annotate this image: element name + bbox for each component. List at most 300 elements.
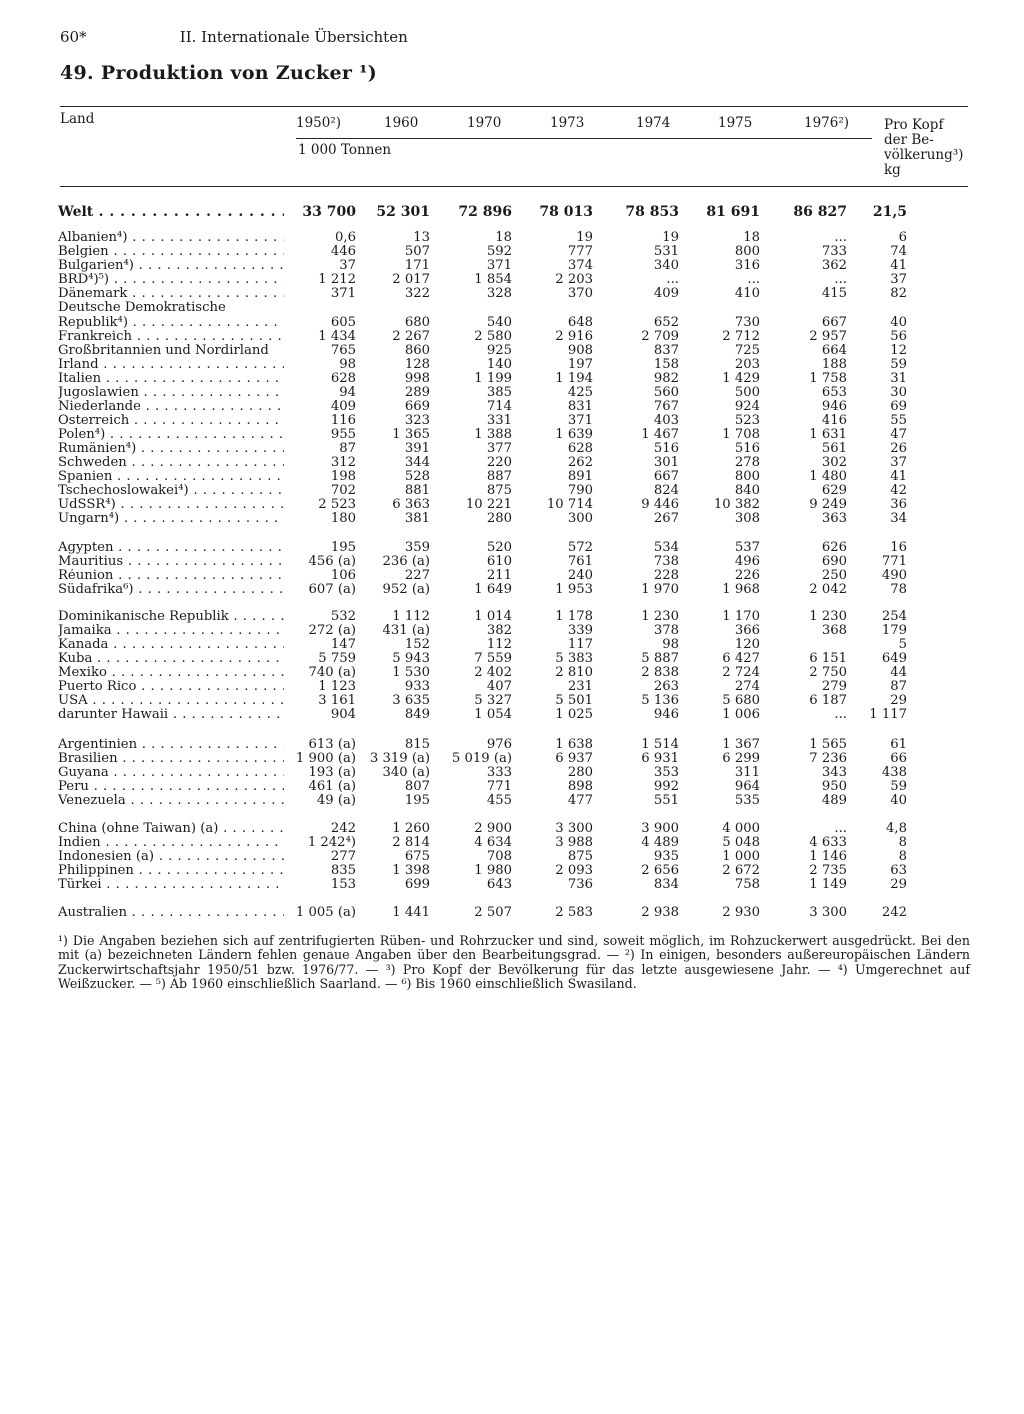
value-cell: 690 bbox=[821, 554, 847, 569]
table-row bbox=[0, 864, 1024, 878]
unit-label: 1 000 Tonnen bbox=[298, 142, 392, 158]
value-cell: 140 bbox=[486, 357, 512, 372]
value-cell: 2 656 bbox=[641, 863, 679, 878]
value-cell: 561 bbox=[821, 441, 847, 456]
value-cell: 98 bbox=[339, 357, 356, 372]
value-cell: 516 bbox=[734, 441, 760, 456]
per-capita-cell: 31 bbox=[890, 371, 907, 386]
page-number: 60* bbox=[60, 28, 87, 46]
value-cell: 653 bbox=[821, 385, 847, 400]
top-rule bbox=[60, 106, 968, 107]
country-label: Venezuela . . . bbox=[58, 794, 284, 808]
value-cell: 188 bbox=[821, 357, 847, 372]
value-cell: 1 970 bbox=[641, 582, 679, 597]
value-cell: 840 bbox=[734, 483, 760, 498]
per-capita-cell: 5 bbox=[898, 637, 907, 652]
value-cell: 1 000 bbox=[722, 849, 760, 864]
per-capita-cell: 179 bbox=[881, 623, 907, 638]
country-label: Italien . . . bbox=[58, 372, 284, 386]
value-cell: 37 bbox=[339, 258, 356, 273]
value-cell: 371 bbox=[486, 258, 512, 273]
table-row bbox=[0, 330, 1024, 344]
value-cell: 78 013 bbox=[539, 204, 593, 220]
value-cell: 964 bbox=[734, 779, 760, 794]
country-label: Türkei . . . bbox=[58, 878, 284, 892]
country-label: Polen⁴) . . . bbox=[58, 428, 284, 442]
value-cell: 197 bbox=[567, 357, 593, 372]
value-cell: 2 402 bbox=[474, 665, 512, 680]
country-label: Republik⁴) . . . bbox=[58, 316, 284, 330]
value-cell: 409 bbox=[653, 286, 679, 301]
value-cell: 736 bbox=[567, 877, 593, 892]
value-cell: 982 bbox=[653, 371, 679, 386]
value-cell: 382 bbox=[486, 623, 512, 638]
value-cell: 381 bbox=[404, 511, 430, 526]
value-cell: 1 212 bbox=[318, 272, 356, 287]
footnote: ¹) Die Angaben beziehen sich auf zentrifugierten Rüben- und Rohrzucker und sind, soweit möglich, im Rohzuckerwert ausgedrückt. Bei den mit (a) bezeichneten Ländern fehlen genaue Angaben über den Bearbeitungsgrad. — ²) In einigen, besonders außereuropäischen Ländern Zuckerwirtschaftsjahr 1950/51 bzw. 1976/77. — ³) Pro Kopf der Bevölkerung für das letzte ausgewiesene Jahr. — ⁴) Umgerechnet auf Weißzucker. — ⁵) Ab 1960 einschließlich Saarland. — ⁶) Bis 1960 einschließlich Swasiland. bbox=[58, 933, 970, 992]
per-capita-cell: 771 bbox=[881, 554, 907, 569]
value-cell: 1 434 bbox=[318, 329, 356, 344]
table-row bbox=[0, 231, 1024, 245]
value-cell: 7 236 bbox=[809, 751, 847, 766]
table-title: 49. Produktion von Zucker ¹) bbox=[60, 62, 377, 84]
value-cell: 227 bbox=[404, 568, 430, 583]
value-cell: 120 bbox=[734, 637, 760, 652]
value-cell: 409 bbox=[330, 399, 356, 414]
column-header-year: 1976²) bbox=[804, 115, 850, 131]
table-row bbox=[0, 205, 1024, 219]
value-cell: 1 467 bbox=[641, 427, 679, 442]
value-cell: 5 943 bbox=[392, 651, 430, 666]
table-row bbox=[0, 652, 1024, 666]
per-capita-cell: 242 bbox=[881, 905, 907, 920]
column-header-per-capita bbox=[884, 118, 963, 178]
value-cell: 323 bbox=[404, 413, 430, 428]
value-cell: 998 bbox=[404, 371, 430, 386]
value-cell: 605 bbox=[330, 315, 356, 330]
country-label: Réunion . . . bbox=[58, 569, 284, 583]
value-cell: 613 (a) bbox=[308, 737, 356, 752]
value-cell: 1 260 bbox=[392, 821, 430, 836]
country-label: UdSSR⁴) . . . bbox=[58, 498, 284, 512]
per-capita-cell: 56 bbox=[890, 329, 907, 344]
value-cell: 0,6 bbox=[335, 230, 356, 245]
value-cell: 272 (a) bbox=[308, 623, 356, 638]
value-cell: 240 bbox=[567, 568, 593, 583]
value-cell: 1 429 bbox=[722, 371, 760, 386]
value-cell: 758 bbox=[734, 877, 760, 892]
table-row bbox=[0, 850, 1024, 864]
value-cell: 236 (a) bbox=[382, 554, 430, 569]
value-cell: 643 bbox=[486, 877, 512, 892]
value-cell: 800 bbox=[734, 469, 760, 484]
section-title: II. Internationale Übersichten bbox=[179, 28, 408, 46]
value-cell: 278 bbox=[734, 455, 760, 470]
value-cell: 5 887 bbox=[641, 651, 679, 666]
per-capita-cell: 59 bbox=[890, 357, 907, 372]
table-row bbox=[0, 610, 1024, 624]
per-capita-cell: 59 bbox=[890, 779, 907, 794]
per-capita-cell: 4,8 bbox=[886, 821, 907, 836]
value-cell: 52 301 bbox=[376, 204, 430, 220]
value-cell: 33 700 bbox=[302, 204, 356, 220]
value-cell: 242 bbox=[330, 821, 356, 836]
value-cell: 607 (a) bbox=[308, 582, 356, 597]
value-cell: 800 bbox=[734, 244, 760, 259]
value-cell: 3 988 bbox=[555, 835, 593, 850]
table-row bbox=[0, 638, 1024, 652]
per-capita-cell: 74 bbox=[890, 244, 907, 259]
value-cell: 500 bbox=[734, 385, 760, 400]
country-label: Mexiko . . . bbox=[58, 666, 284, 680]
value-cell: 849 bbox=[404, 707, 430, 722]
table-row bbox=[0, 498, 1024, 512]
value-cell: 5 136 bbox=[641, 693, 679, 708]
value-cell: 835 bbox=[330, 863, 356, 878]
value-cell: 881 bbox=[404, 483, 430, 498]
value-cell: 652 bbox=[653, 315, 679, 330]
value-cell: 1 480 bbox=[809, 469, 847, 484]
column-header-year: 1974 bbox=[636, 115, 671, 131]
value-cell: 5 680 bbox=[722, 693, 760, 708]
country-label: Peru . . . bbox=[58, 780, 284, 794]
value-cell: 2 814 bbox=[392, 835, 430, 850]
value-cell: 1 631 bbox=[809, 427, 847, 442]
table-row bbox=[0, 442, 1024, 456]
value-cell: 725 bbox=[734, 343, 760, 358]
value-cell: 551 bbox=[653, 793, 679, 808]
value-cell: 699 bbox=[404, 877, 430, 892]
value-cell: 180 bbox=[330, 511, 356, 526]
per-capita-cell: 82 bbox=[890, 286, 907, 301]
value-cell: 300 bbox=[567, 511, 593, 526]
country-label: darunter Hawaii . . . bbox=[58, 708, 284, 722]
table-row bbox=[0, 456, 1024, 470]
value-cell: 730 bbox=[734, 315, 760, 330]
value-cell: 2 093 bbox=[555, 863, 593, 878]
value-cell: 946 bbox=[653, 707, 679, 722]
country-label: Dominikanische Republik . . . bbox=[58, 610, 284, 624]
value-cell: 377 bbox=[486, 441, 512, 456]
per-capita-line: völkerung³) bbox=[884, 147, 964, 163]
value-cell: 289 bbox=[404, 385, 430, 400]
value-cell: 371 bbox=[330, 286, 356, 301]
value-cell: 992 bbox=[653, 779, 679, 794]
per-capita-cell: 254 bbox=[881, 609, 907, 624]
table-row bbox=[0, 316, 1024, 330]
value-cell: 158 bbox=[653, 357, 679, 372]
value-cell: 4 489 bbox=[641, 835, 679, 850]
value-cell: 312 bbox=[330, 455, 356, 470]
value-cell: 535 bbox=[734, 793, 760, 808]
column-header-year: 1975 bbox=[718, 115, 753, 131]
country-label: Argentinien . . . bbox=[58, 738, 284, 752]
table-row bbox=[0, 780, 1024, 794]
value-cell: 2 900 bbox=[474, 821, 512, 836]
value-cell: 262 bbox=[567, 455, 593, 470]
per-capita-cell: 41 bbox=[890, 469, 907, 484]
value-cell: 3 635 bbox=[392, 693, 430, 708]
value-cell: 10 714 bbox=[546, 497, 593, 512]
value-cell: 669 bbox=[404, 399, 430, 414]
value-cell: 171 bbox=[404, 258, 430, 273]
value-cell: 1 242⁴) bbox=[307, 835, 356, 850]
per-capita-cell: 490 bbox=[881, 568, 907, 583]
value-cell: 280 bbox=[486, 511, 512, 526]
country-label: Guyana . . . bbox=[58, 766, 284, 780]
value-cell: 340 (a) bbox=[382, 765, 430, 780]
value-cell: 274 bbox=[734, 679, 760, 694]
table-row bbox=[0, 766, 1024, 780]
value-cell: 610 bbox=[486, 554, 512, 569]
value-cell: 10 221 bbox=[465, 497, 512, 512]
value-cell: 935 bbox=[653, 849, 679, 864]
country-label: Schweden . . . bbox=[58, 456, 284, 470]
table-row bbox=[0, 273, 1024, 287]
value-cell: 761 bbox=[567, 554, 593, 569]
value-cell: 1 441 bbox=[392, 905, 430, 920]
value-cell: 708 bbox=[486, 849, 512, 864]
value-cell: 1 953 bbox=[555, 582, 593, 597]
value-cell: 331 bbox=[486, 413, 512, 428]
value-cell: 5 019 (a) bbox=[451, 751, 512, 766]
value-cell: 3 300 bbox=[555, 821, 593, 836]
per-capita-cell: 37 bbox=[890, 272, 907, 287]
country-label: Welt . . . bbox=[58, 205, 284, 219]
value-cell: 4 000 bbox=[722, 821, 760, 836]
per-capita-cell: 87 bbox=[890, 679, 907, 694]
value-cell: 203 bbox=[734, 357, 760, 372]
table-row bbox=[0, 541, 1024, 555]
table-row bbox=[0, 358, 1024, 372]
value-cell: 667 bbox=[821, 315, 847, 330]
value-cell: 702 bbox=[330, 483, 356, 498]
value-cell: 322 bbox=[404, 286, 430, 301]
per-capita-cell: 8 bbox=[898, 849, 907, 864]
value-cell: 6 187 bbox=[809, 693, 847, 708]
table-row bbox=[0, 680, 1024, 694]
value-cell: 740 (a) bbox=[308, 665, 356, 680]
value-cell: 363 bbox=[821, 511, 847, 526]
country-label: Bulgarien⁴) . . . bbox=[58, 259, 284, 273]
value-cell: 777 bbox=[567, 244, 593, 259]
per-capita-cell: 36 bbox=[890, 497, 907, 512]
country-label: Südafrika⁶) . . . bbox=[58, 583, 284, 597]
value-cell: 1 530 bbox=[392, 665, 430, 680]
value-cell: 94 bbox=[339, 385, 356, 400]
value-cell: 771 bbox=[486, 779, 512, 794]
value-cell: 431 (a) bbox=[382, 623, 430, 638]
value-cell: 117 bbox=[567, 637, 593, 652]
value-cell: 2 938 bbox=[641, 905, 679, 920]
value-cell: 1 398 bbox=[392, 863, 430, 878]
value-cell: 875 bbox=[486, 483, 512, 498]
table-row bbox=[0, 666, 1024, 680]
value-cell: 2 930 bbox=[722, 905, 760, 920]
table-row bbox=[0, 555, 1024, 569]
value-cell: 18 bbox=[495, 230, 512, 245]
value-cell: ... bbox=[834, 821, 847, 836]
value-cell: 537 bbox=[734, 540, 760, 555]
value-cell: 675 bbox=[404, 849, 430, 864]
value-cell: 831 bbox=[567, 399, 593, 414]
country-label: Belgien . . . bbox=[58, 245, 284, 259]
value-cell: 277 bbox=[330, 849, 356, 864]
value-cell: 2 203 bbox=[555, 272, 593, 287]
value-cell: 311 bbox=[734, 765, 760, 780]
value-cell: 2 583 bbox=[555, 905, 593, 920]
country-label: Brasilien . . . bbox=[58, 752, 284, 766]
value-cell: 446 bbox=[330, 244, 356, 259]
value-cell: 955 bbox=[330, 427, 356, 442]
value-cell: 87 bbox=[339, 441, 356, 456]
value-cell: 1 194 bbox=[555, 371, 593, 386]
value-cell: 1 365 bbox=[392, 427, 430, 442]
per-capita-cell: 61 bbox=[890, 737, 907, 752]
country-label: Kuba . . . bbox=[58, 652, 284, 666]
country-label: Indien . . . bbox=[58, 836, 284, 850]
value-cell: 807 bbox=[404, 779, 430, 794]
value-cell: 81 691 bbox=[706, 204, 760, 220]
table-row bbox=[0, 708, 1024, 722]
value-cell: 316 bbox=[734, 258, 760, 273]
country-label: Deutsche Demokratische bbox=[58, 301, 226, 315]
value-cell: 461 (a) bbox=[308, 779, 356, 794]
value-cell: 1 367 bbox=[722, 737, 760, 752]
table-row bbox=[0, 512, 1024, 526]
value-cell: 860 bbox=[404, 343, 430, 358]
value-cell: 790 bbox=[567, 483, 593, 498]
country-label: Spanien . . . bbox=[58, 470, 284, 484]
value-cell: 13 bbox=[413, 230, 430, 245]
country-label: Österreich . . . bbox=[58, 414, 284, 428]
value-cell: 2 724 bbox=[722, 665, 760, 680]
value-cell: 738 bbox=[653, 554, 679, 569]
country-label: Albanien⁴) . . . bbox=[58, 231, 284, 245]
per-capita-cell: 34 bbox=[890, 511, 907, 526]
value-cell: 5 327 bbox=[474, 693, 512, 708]
per-capita-cell: 47 bbox=[890, 427, 907, 442]
column-header-year: 1950²) bbox=[296, 115, 342, 131]
value-cell: 1 708 bbox=[722, 427, 760, 442]
table-row bbox=[0, 245, 1024, 259]
per-capita-cell: 438 bbox=[881, 765, 907, 780]
value-cell: 425 bbox=[567, 385, 593, 400]
value-cell: 1 388 bbox=[474, 427, 512, 442]
table-row bbox=[0, 414, 1024, 428]
country-label: Niederlande . . . bbox=[58, 400, 284, 414]
value-cell: 4 633 bbox=[809, 835, 847, 850]
value-cell: 626 bbox=[821, 540, 847, 555]
value-cell: 128 bbox=[404, 357, 430, 372]
value-cell: 767 bbox=[653, 399, 679, 414]
value-cell: 193 (a) bbox=[308, 765, 356, 780]
value-cell: 540 bbox=[486, 315, 512, 330]
table-row bbox=[0, 694, 1024, 708]
value-cell: 1 900 (a) bbox=[295, 751, 356, 766]
per-capita-cell: 37 bbox=[890, 455, 907, 470]
country-label: China (ohne Taiwan) (a) . . . bbox=[58, 822, 284, 836]
value-cell: 908 bbox=[567, 343, 593, 358]
value-cell: 328 bbox=[486, 286, 512, 301]
value-cell: 1 178 bbox=[555, 609, 593, 624]
value-cell: 403 bbox=[653, 413, 679, 428]
value-cell: 837 bbox=[653, 343, 679, 358]
table-row bbox=[0, 287, 1024, 301]
value-cell: 1 170 bbox=[722, 609, 760, 624]
value-cell: 370 bbox=[567, 286, 593, 301]
value-cell: 2 580 bbox=[474, 329, 512, 344]
value-cell: 263 bbox=[653, 679, 679, 694]
value-cell: 3 161 bbox=[318, 693, 356, 708]
value-cell: 496 bbox=[734, 554, 760, 569]
value-cell: 152 bbox=[404, 637, 430, 652]
header-bottom-rule bbox=[60, 186, 968, 187]
value-cell: 416 bbox=[821, 413, 847, 428]
table-row bbox=[0, 259, 1024, 273]
value-cell: 6 427 bbox=[722, 651, 760, 666]
country-label: Indonesien (a) . . . bbox=[58, 850, 284, 864]
per-capita-cell: 55 bbox=[890, 413, 907, 428]
value-cell: 507 bbox=[404, 244, 430, 259]
value-cell: 19 bbox=[576, 230, 593, 245]
value-cell: 1 758 bbox=[809, 371, 847, 386]
value-cell: 667 bbox=[653, 469, 679, 484]
value-cell: 648 bbox=[567, 315, 593, 330]
per-capita-cell: 40 bbox=[890, 793, 907, 808]
value-cell: 924 bbox=[734, 399, 760, 414]
column-header-year: 1973 bbox=[550, 115, 585, 131]
value-cell: 301 bbox=[653, 455, 679, 470]
value-cell: 340 bbox=[653, 258, 679, 273]
value-cell: 49 (a) bbox=[316, 793, 356, 808]
value-cell: 2 916 bbox=[555, 329, 593, 344]
value-cell: 2 735 bbox=[809, 863, 847, 878]
per-capita-cell: 12 bbox=[890, 343, 907, 358]
value-cell: 528 bbox=[404, 469, 430, 484]
value-cell: 308 bbox=[734, 511, 760, 526]
table-row bbox=[0, 583, 1024, 597]
value-cell: 228 bbox=[653, 568, 679, 583]
value-cell: 9 249 bbox=[809, 497, 847, 512]
value-cell: 280 bbox=[567, 765, 593, 780]
table-row bbox=[0, 470, 1024, 484]
value-cell: 153 bbox=[330, 877, 356, 892]
value-cell: 195 bbox=[404, 793, 430, 808]
value-cell: 1 014 bbox=[474, 609, 512, 624]
value-cell: 520 bbox=[486, 540, 512, 555]
value-cell: 1 980 bbox=[474, 863, 512, 878]
value-cell: 2 709 bbox=[641, 329, 679, 344]
value-cell: 7 559 bbox=[474, 651, 512, 666]
per-capita-cell: 6 bbox=[898, 230, 907, 245]
value-cell: ... bbox=[834, 707, 847, 722]
table-row bbox=[0, 624, 1024, 638]
country-label: Philippinen . . . bbox=[58, 864, 284, 878]
country-label: Mauritius . . . bbox=[58, 555, 284, 569]
value-cell: 368 bbox=[821, 623, 847, 638]
value-cell: 477 bbox=[567, 793, 593, 808]
value-cell: 333 bbox=[486, 765, 512, 780]
value-cell: 6 299 bbox=[722, 751, 760, 766]
table-row bbox=[0, 301, 1024, 315]
value-cell: 6 937 bbox=[555, 751, 593, 766]
value-cell: 523 bbox=[734, 413, 760, 428]
country-label: Ungarn⁴) . . . bbox=[58, 512, 284, 526]
value-cell: 18 bbox=[743, 230, 760, 245]
value-cell: 2 017 bbox=[392, 272, 430, 287]
country-label: Jugoslawien . . . bbox=[58, 386, 284, 400]
